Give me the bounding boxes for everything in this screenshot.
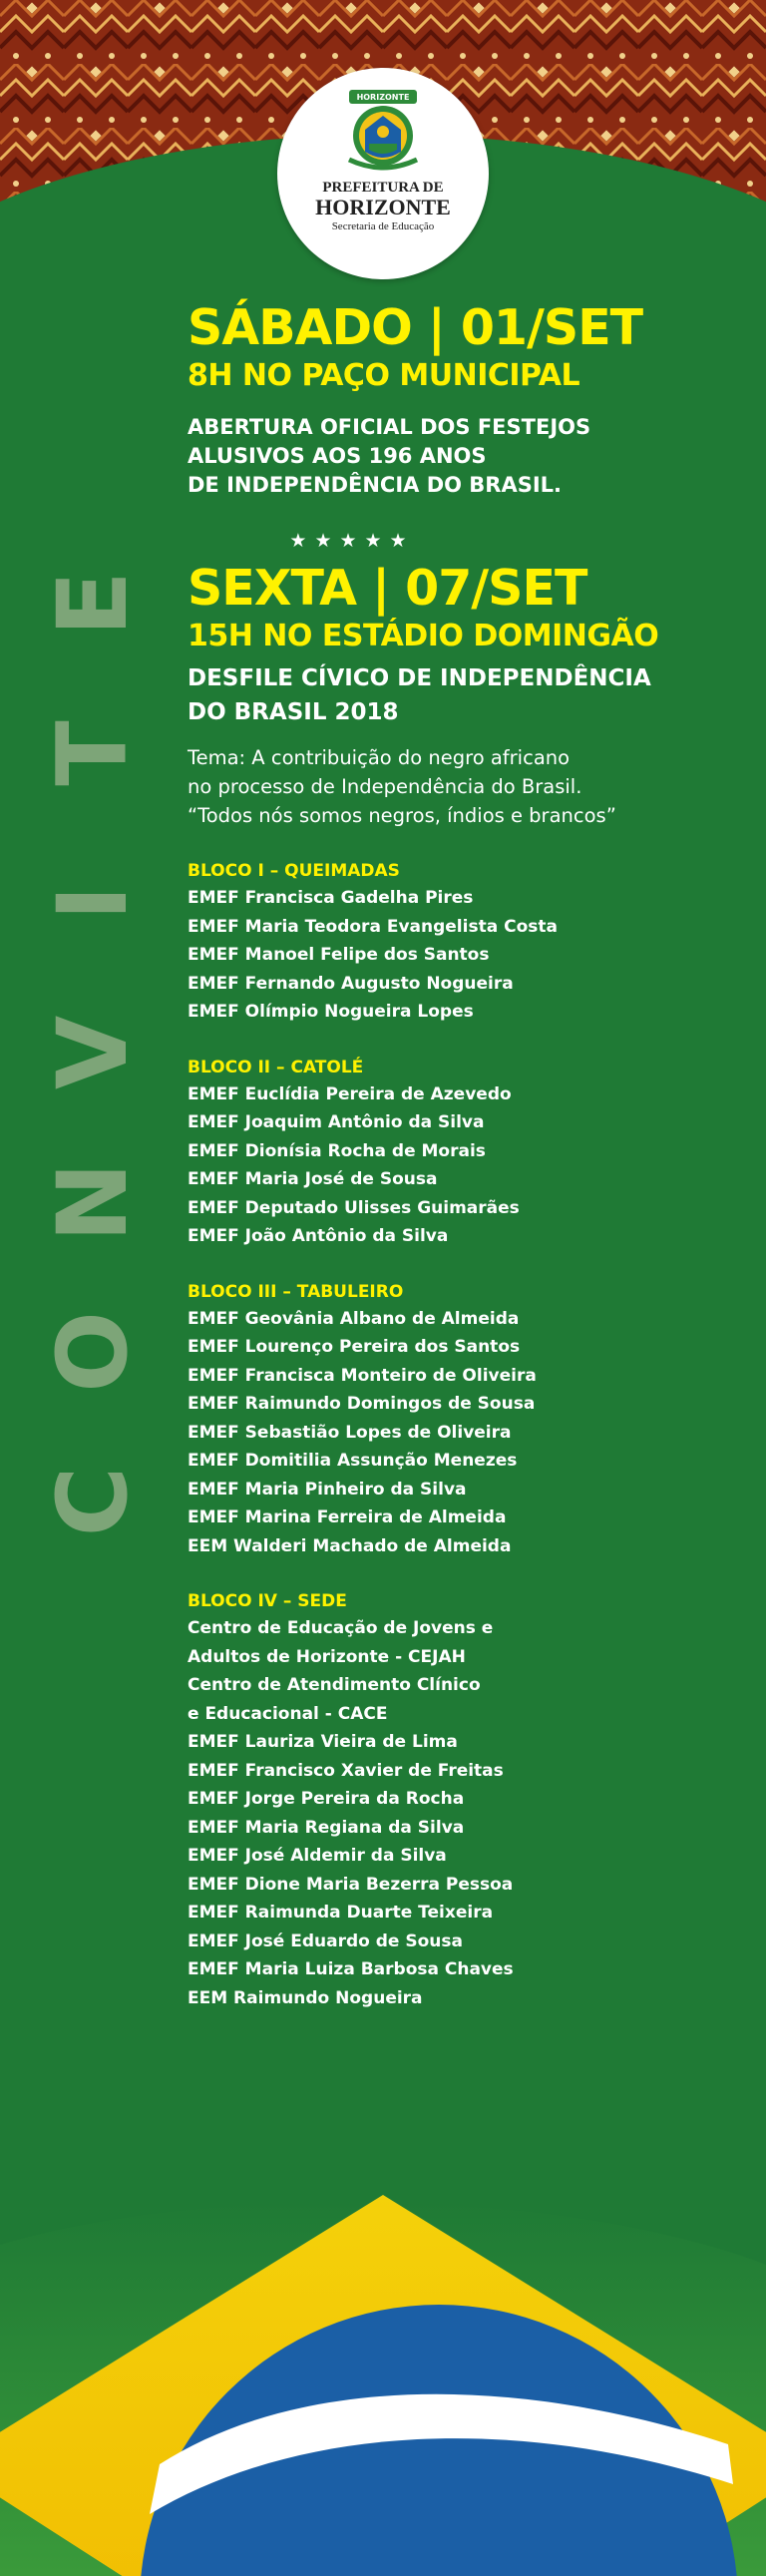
school-item: EMEF Geovânia Albano de Almeida — [188, 1308, 520, 1329]
school-item: EMEF Sebastião Lopes de Oliveira — [188, 1422, 512, 1443]
logo-text-prefeitura: PREFEITURA DE — [322, 180, 444, 196]
convite-letter: C — [36, 1466, 149, 1537]
block-title: BLOCO IV – SEDE — [188, 1591, 347, 1611]
school-item: EMEF Raimunda Duarte Teixeira — [188, 1903, 494, 1923]
school-item: EMEF Maria Regiana da Silva — [188, 1817, 465, 1838]
star-separator: ★★★★★ — [289, 530, 415, 552]
convite-letter: I — [37, 885, 149, 921]
school-item: EMEF Dione Maria Bezerra Pessoa — [188, 1874, 514, 1895]
school-item: EMEF Maria José de Sousa — [188, 1169, 438, 1189]
convite-letter: T — [36, 720, 149, 786]
school-item: EMEF Lourenço Pereira dos Santos — [188, 1337, 521, 1357]
convite-letter: V — [36, 1015, 149, 1090]
school-item: Adultos de Horizonte - CEJAH — [188, 1646, 466, 1667]
school-item: EMEF Jorge Pereira da Rocha — [188, 1789, 465, 1809]
block-title: BLOCO III – TABULEIRO — [188, 1281, 404, 1302]
event2-theme — [188, 743, 746, 830]
school-item: EEM Raimundo Nogueira — [188, 1987, 423, 2008]
event2-date: SEXTA | 07/SET — [188, 560, 587, 617]
convite-letter: N — [37, 1161, 149, 1243]
school-item: EMEF Marina Ferreira de Almeida — [188, 1507, 507, 1527]
school-item: e Educacional - CACE — [188, 1703, 388, 1724]
block-title: BLOCO II – CATOLÉ — [188, 1057, 364, 1077]
convite-letter: E — [36, 571, 149, 637]
theme-line: “Todos nós somos negros, índios e brancos” — [188, 804, 616, 827]
school-item: EMEF Lauriza Vieira de Lima — [188, 1732, 458, 1752]
school-item: EMEF José Aldemir da Silva — [188, 1846, 447, 1866]
bloco-sede — [188, 1588, 746, 2012]
theme-line: Tema: A contribuição do negro africano — [188, 746, 571, 769]
logo-text-secretaria: Secretaria de Educação — [331, 220, 435, 232]
school-item: EMEF Maria Pinheiro da Silva — [188, 1479, 467, 1500]
school-item: EMEF Francisco Xavier de Freitas — [188, 1760, 504, 1781]
school-item: EMEF Maria Teodora Evangelista Costa — [188, 916, 558, 937]
school-item: EMEF Dionísia Rocha de Morais — [188, 1140, 486, 1161]
event1-description — [188, 413, 746, 500]
event2-time-place: 15H NO ESTÁDIO DOMINGÃO — [188, 619, 659, 653]
theme-line: no processo de Independência do Brasil. — [188, 775, 582, 798]
school-item: Centro de Atendimento Clínico — [188, 1675, 481, 1695]
school-item: EMEF Deputado Ulisses Guimarães — [188, 1197, 520, 1218]
school-item: EMEF Olímpio Nogueira Lopes — [188, 1002, 474, 1022]
school-item: EMEF Francisca Monteiro de Oliveira — [188, 1365, 537, 1386]
school-item: EEM Walderi Machado de Almeida — [188, 1535, 512, 1556]
convite-letter: O — [36, 1311, 149, 1393]
school-item: EMEF Raimundo Domingos de Sousa — [188, 1394, 536, 1414]
prefeitura-logo — [277, 68, 489, 279]
bloco-catole — [188, 1055, 746, 1251]
school-item: Centro de Educação de Jovens e — [188, 1618, 494, 1638]
event2-title-line: DO BRASIL 2018 — [188, 699, 399, 725]
block-title: BLOCO I – QUEIMADAS — [188, 861, 400, 881]
school-item: EMEF Domitilia Assunção Menezes — [188, 1451, 518, 1471]
coat-of-arms-icon — [343, 86, 423, 176]
event-content — [188, 299, 746, 2012]
bloco-tabuleiro — [188, 1279, 746, 1561]
school-item: EMEF Fernando Augusto Nogueira — [188, 973, 514, 994]
event1-description-line: DE INDEPENDÊNCIA DO BRASIL. — [188, 473, 563, 497]
convite-vertical-text — [38, 529, 148, 1576]
school-item: EMEF Manoel Felipe dos Santos — [188, 945, 490, 965]
school-item: EMEF José Eduardo de Sousa — [188, 1931, 463, 1951]
svg-text:HORIZONTE: HORIZONTE — [356, 93, 410, 102]
school-item: EMEF João Antônio da Silva — [188, 1226, 449, 1246]
bloco-queimadas — [188, 858, 746, 1027]
event2-title — [188, 661, 746, 729]
event1-time-place: 8H NO PAÇO MUNICIPAL — [188, 358, 580, 393]
school-item: EMEF Maria Luiza Barbosa Chaves — [188, 1959, 514, 1979]
school-item: EMEF Euclídia Pereira de Azevedo — [188, 1083, 512, 1104]
event1-description-line: ABERTURA OFICIAL DOS FESTEJOS — [188, 415, 591, 439]
logo-text-horizonte: HORIZONTE — [315, 195, 451, 219]
event1-date: SÁBADO | 01/SET — [188, 299, 643, 356]
event2-title-line: DESFILE CÍVICO DE INDEPENDÊNCIA — [188, 665, 651, 691]
school-item: EMEF Francisca Gadelha Pires — [188, 888, 474, 908]
brazil-flag-artwork — [0, 2045, 766, 2576]
event1-description-line: ALUSIVOS AOS 196 ANOS — [188, 444, 487, 468]
school-item: EMEF Joaquim Antônio da Silva — [188, 1112, 485, 1132]
